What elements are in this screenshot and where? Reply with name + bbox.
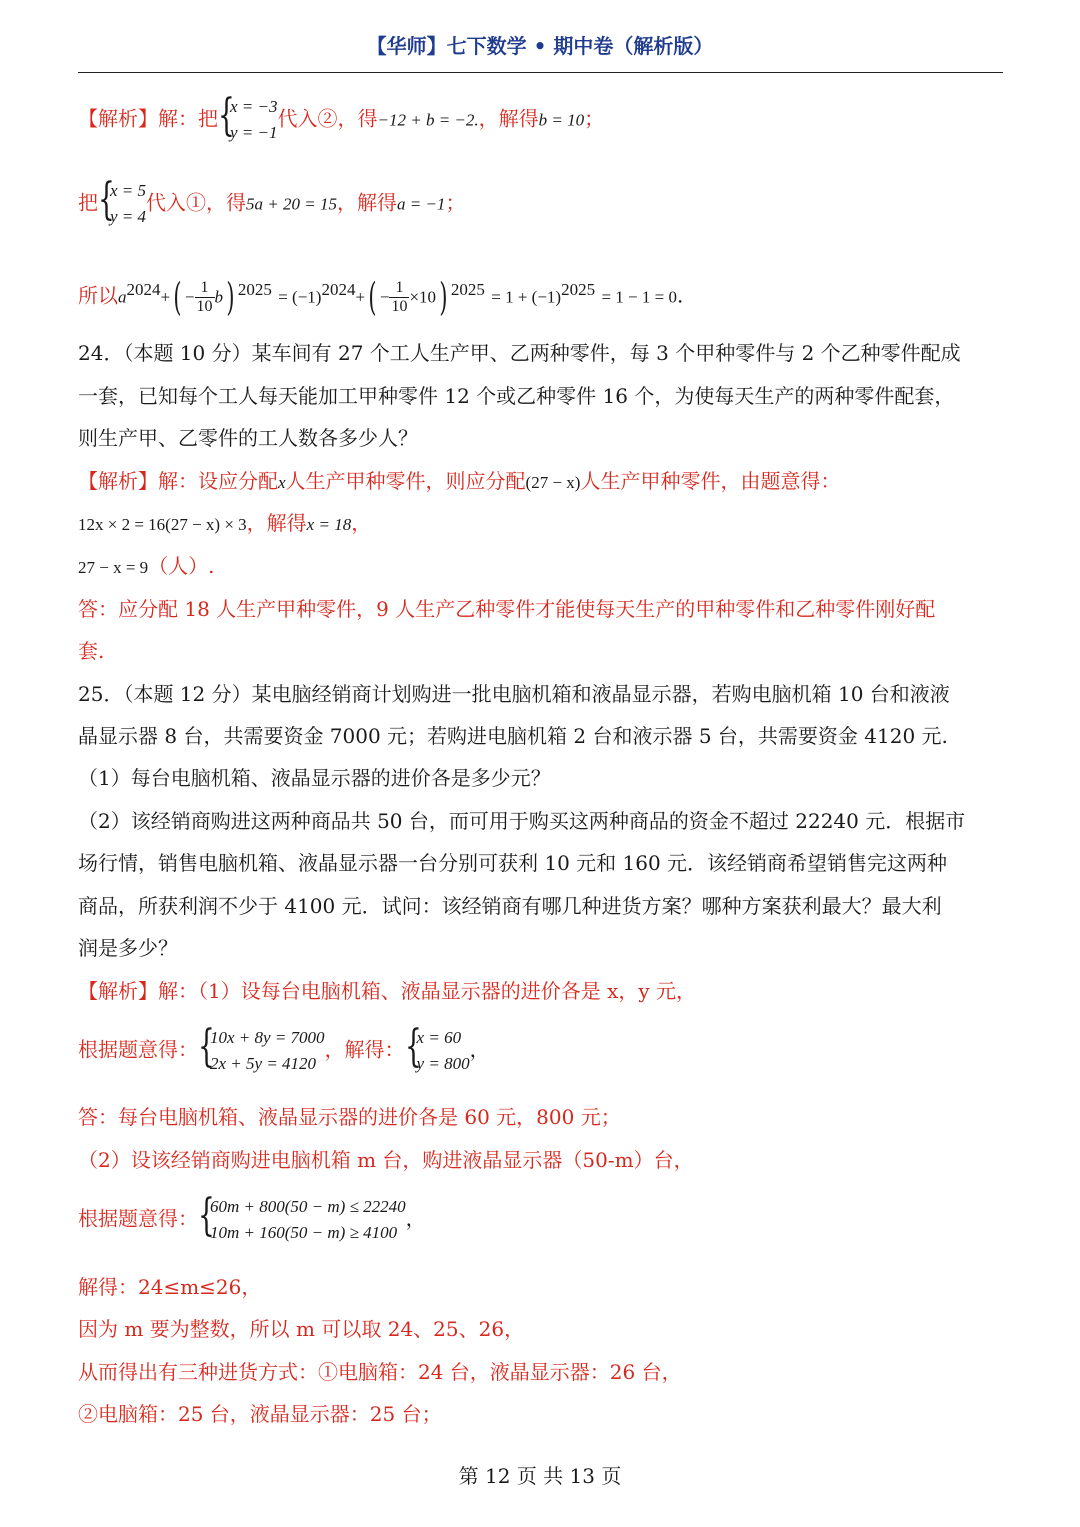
- inequality: 10m + 160(50 − m) ≥ 4100: [210, 1223, 398, 1242]
- text: ，解得: [478, 106, 539, 131]
- math: b: [214, 287, 224, 307]
- math: +: [355, 287, 366, 307]
- equation: y = 800: [416, 1054, 470, 1073]
- fraction: [389, 279, 409, 316]
- math: (27 − x): [525, 473, 581, 492]
- q23-solution-line-3: [78, 270, 683, 318]
- equation: x = 60: [416, 1028, 462, 1047]
- text: 根据题意得：: [78, 1037, 198, 1062]
- page-number-footer: 第 12 页 共 13 页: [458, 1464, 622, 1488]
- text: ，: [351, 511, 372, 535]
- text: 把: [78, 190, 98, 215]
- q25-solution-line-3: 答：每台电脑机箱、液晶显示器的进价各是 60 元，800 元；: [78, 1105, 621, 1129]
- exponent: 2024: [126, 280, 161, 299]
- text: ，: [405, 1206, 426, 1231]
- text: ，: [469, 1037, 490, 1062]
- text: 根据题意得：: [78, 1206, 198, 1231]
- inequality-system: { 60m + 800(50 − m) ≤ 22240 10m + 160(50 − m) ≥ 4100: [198, 1194, 406, 1246]
- q25-solution-line-6: 解得：24≤m≤26，: [78, 1275, 262, 1299]
- fraction: [195, 279, 215, 316]
- math: −: [184, 287, 195, 307]
- q25-text-line-6: 商品，所获利润不少于 4100 元．试问：该经销商有哪几种进货方案？哪种方案获利最大？最大利: [78, 894, 942, 918]
- text: ，解得: [246, 511, 307, 535]
- numerator: 1: [195, 279, 215, 298]
- q24-solution-line-3: [78, 553, 215, 581]
- math: a: [118, 287, 127, 307]
- q24-solution-line-2: [78, 510, 371, 538]
- text: 解：（1）设每台电脑机箱、液晶显示器的进价各是 x，y 元，: [158, 979, 697, 1003]
- paren: (: [173, 275, 182, 320]
- exponent: 2024: [321, 280, 356, 299]
- exponent: 2025: [450, 280, 485, 299]
- header-divider: [78, 72, 1003, 73]
- q23-solution-line-1: [78, 90, 605, 146]
- q25-solution-line-2: [78, 1021, 490, 1077]
- analysis-label: 【解析】: [78, 469, 158, 493]
- text: 人生产甲种零件，由题意得：: [580, 469, 841, 493]
- analysis-label: 【解析】: [78, 106, 158, 131]
- denominator: 10: [391, 297, 408, 315]
- q25-solution-line-4: （2）设该经销商购进电脑机箱 m 台，购进液晶显示器（50-m）台，: [78, 1148, 694, 1172]
- text: 解：把: [158, 106, 218, 131]
- math: +: [160, 287, 171, 307]
- q24-answer-line-2: 套.: [78, 639, 105, 663]
- equation: 10x + 8y = 7000: [210, 1028, 325, 1047]
- text: .: [676, 283, 684, 308]
- q24-text-line-2: 一套，已知每个工人每天能加工甲种零件 12 个或乙种零件 16 个，为使每天生产的两种零件配套，: [78, 384, 955, 408]
- text: 代入①，得: [146, 190, 247, 215]
- paren: ): [439, 275, 448, 320]
- solution-system: { x = 60 y = 800: [405, 1025, 470, 1077]
- q25-solution-line-9: ②电脑箱：25 台，液晶显示器：25 台；: [78, 1402, 442, 1426]
- equation-system: { x = −3 y = −1: [218, 94, 278, 146]
- text: ，解得: [336, 190, 397, 215]
- equation: x = −3: [230, 97, 278, 116]
- math: 27 − x = 9: [78, 558, 149, 577]
- q25-text-line-7: 润是多少？: [78, 936, 178, 960]
- q23-solution-line-2: [78, 174, 466, 230]
- equation: y = −1: [230, 123, 278, 142]
- text: ；: [445, 190, 466, 215]
- q25-text-line-3: （1）每台电脑机箱、液晶显示器的进价各是多少元？: [78, 766, 551, 790]
- math: = 1 − 1 = 0: [601, 287, 677, 307]
- equation: x = 5: [110, 181, 147, 200]
- equation-system: { 10x + 8y = 7000 2x + 5y = 4120: [198, 1025, 325, 1077]
- text: 代入②，得: [277, 106, 378, 131]
- math: 5a + 20 = 15: [246, 194, 337, 214]
- q25-text-line-4: （2）该经销商购进这两种商品共 50 台，而可用于购买这两种商品的资金不超过 22240 元．根据市: [78, 809, 966, 833]
- text: 人生产甲种零件，则应分配: [285, 469, 526, 493]
- q25-text-line-2: 晶显示器 8 台，共需要资金 7000 元；若购进电脑机箱 2 台和液示器 5 台，共需要资金 4120 元.: [78, 724, 948, 748]
- text: ；: [584, 106, 605, 131]
- numerator: 1: [389, 279, 409, 298]
- math: x = 18: [306, 515, 352, 534]
- analysis-label: 【解析】: [78, 979, 158, 1003]
- math: = 1 + (−1): [491, 287, 562, 307]
- equation: 2x + 5y = 4120: [210, 1054, 317, 1073]
- q25-text-line-1: 25．（本题 12 分）某电脑经销商计划购进一批电脑机箱和液晶显示器，若购电脑机箱 10 台和液液: [78, 682, 950, 706]
- math: −: [379, 287, 390, 307]
- q25-text-line-5: 场行情，销售电脑机箱、液晶显示器一台分别可获利 10 元和 160 元．该经销商希望销售完这两种: [78, 851, 948, 875]
- q25-solution-line-5: [78, 1190, 426, 1246]
- math: 12x × 2 = 16(27 − x) × 3: [78, 515, 247, 534]
- text: 所以: [78, 283, 118, 308]
- equation-system: { x = 5 y = 4: [98, 178, 146, 230]
- exponent: 2025: [561, 280, 596, 299]
- q25-solution-line-7: 因为 m 要为整数，所以 m 可以取 24、25、26，: [78, 1317, 525, 1341]
- paren: (: [368, 275, 377, 320]
- exponent: 2025: [237, 280, 272, 299]
- paren: ): [226, 275, 235, 320]
- q25-solution-line-1: [78, 978, 696, 1004]
- math: x: [278, 473, 286, 492]
- q25-solution-line-8: 从而得出有三种进货方式：①电脑箱：24 台，液晶显示器：26 台，: [78, 1360, 682, 1384]
- math: −12 + b = −2.: [377, 110, 479, 130]
- equation: y = 4: [110, 207, 147, 226]
- q24-text-line-3: 则生产甲、乙零件的工人数各多少人？: [78, 426, 418, 450]
- q24-text-line-1: 24．（本题 10 分）某车间有 27 个工人生产甲、乙两种零件，每 3 个甲种零件与 2 个乙种零件配成: [78, 341, 961, 365]
- text: ，解得：: [324, 1037, 405, 1062]
- math: b = 10: [538, 110, 585, 130]
- math: = (−1): [278, 287, 322, 307]
- text: 解：设应分配: [158, 469, 278, 493]
- page-header-title: 【华师】七下数学 • 期中卷（解析版）: [366, 34, 714, 58]
- math: a = −1: [396, 194, 446, 214]
- q24-answer-line-1: 答：应分配 18 人生产甲种零件，9 人生产乙种零件才能使每天生产的甲种零件和乙种零件刚好配: [78, 597, 936, 621]
- text: （人）.: [148, 554, 215, 578]
- inequality: 60m + 800(50 − m) ≤ 22240: [210, 1197, 406, 1216]
- q24-solution-line-1: [78, 468, 840, 496]
- math: ×10: [409, 287, 437, 307]
- denominator: 10: [196, 297, 213, 315]
